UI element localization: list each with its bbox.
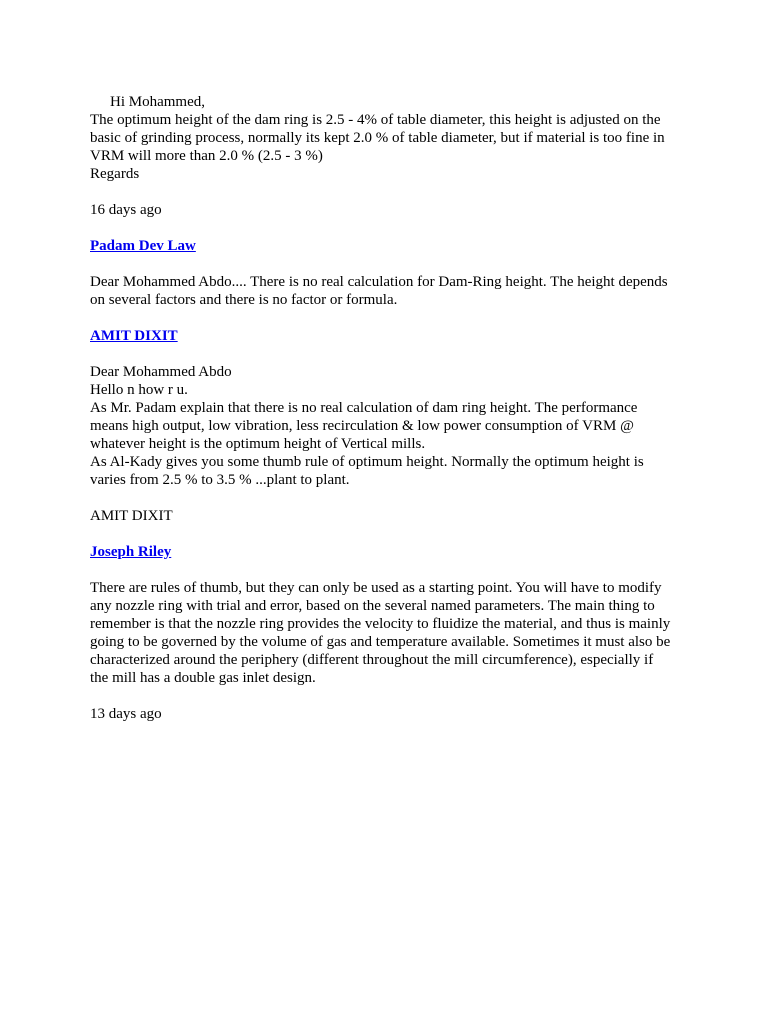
author-link-joseph-riley[interactable]: Joseph Riley bbox=[90, 544, 172, 560]
comment-greeting: Hi Mohammed, bbox=[110, 94, 205, 110]
comment-text-line: basic of grinding process, normally its kept 2.0 % of table diameter, but if material is too fine in bbox=[90, 130, 665, 146]
comment-text-line: As Al-Kady gives you some thumb rule of optimum height. Normally the optimum height is bbox=[90, 454, 644, 470]
comment-text-line: means high output, low vibration, less recirculation & low power consumption of VRM @ bbox=[90, 418, 634, 434]
comment-text-line: There are rules of thumb, but they can only be used as a starting point. You will have to modify bbox=[90, 580, 662, 596]
author-link-padam-dev-law[interactable]: Padam Dev Law bbox=[90, 238, 196, 254]
comment-text-line: As Mr. Padam explain that there is no real calculation of dam ring height. The performance bbox=[90, 400, 638, 416]
comment-text-line: varies from 2.5 % to 3.5 % ...plant to plant. bbox=[90, 472, 350, 488]
comment-2 bbox=[90, 237, 680, 309]
comment-thread bbox=[90, 93, 680, 723]
comment-text-line: characterized around the periphery (different throughout the mill circumference), especially if bbox=[90, 652, 654, 668]
comment-text-line: Dear Mohammed Abdo bbox=[90, 364, 232, 380]
comment-signature: AMIT DIXIT bbox=[90, 508, 173, 524]
comment-text-line: whatever height is the optimum height of Vertical mills. bbox=[90, 436, 426, 452]
comment-timestamp: 16 days ago bbox=[90, 202, 162, 218]
comment-4 bbox=[90, 543, 680, 723]
comment-text-line: any nozzle ring with trial and error, based on the several named parameters. The main thing to bbox=[90, 598, 655, 614]
comment-text-line: Regards bbox=[90, 166, 140, 182]
comment-text-line: VRM will more than 2.0 % (2.5 - 3 %) bbox=[90, 148, 323, 164]
comment-text-line: the mill has a double gas inlet design. bbox=[90, 670, 316, 686]
comment-text-line: remember is that the nozzle ring provides the velocity to fluidize the material, and thus is mainly bbox=[90, 616, 671, 632]
comment-1 bbox=[90, 93, 680, 219]
author-link-amit-dixit[interactable]: AMIT DIXIT bbox=[90, 328, 178, 344]
comment-text-line: Hello n how r u. bbox=[90, 382, 188, 398]
comment-text-line: on several factors and there is no factor or formula. bbox=[90, 292, 398, 308]
comment-3 bbox=[90, 327, 680, 525]
comment-text-line: The optimum height of the dam ring is 2.5 - 4% of table diameter, this height is adjusted on the bbox=[90, 112, 661, 128]
comment-timestamp: 13 days ago bbox=[90, 706, 162, 722]
comment-text-line: Dear Mohammed Abdo.... There is no real calculation for Dam-Ring height. The height depends bbox=[90, 274, 668, 290]
comment-text-line: going to be governed by the volume of gas and temperature available. Sometimes it must also be bbox=[90, 634, 671, 650]
